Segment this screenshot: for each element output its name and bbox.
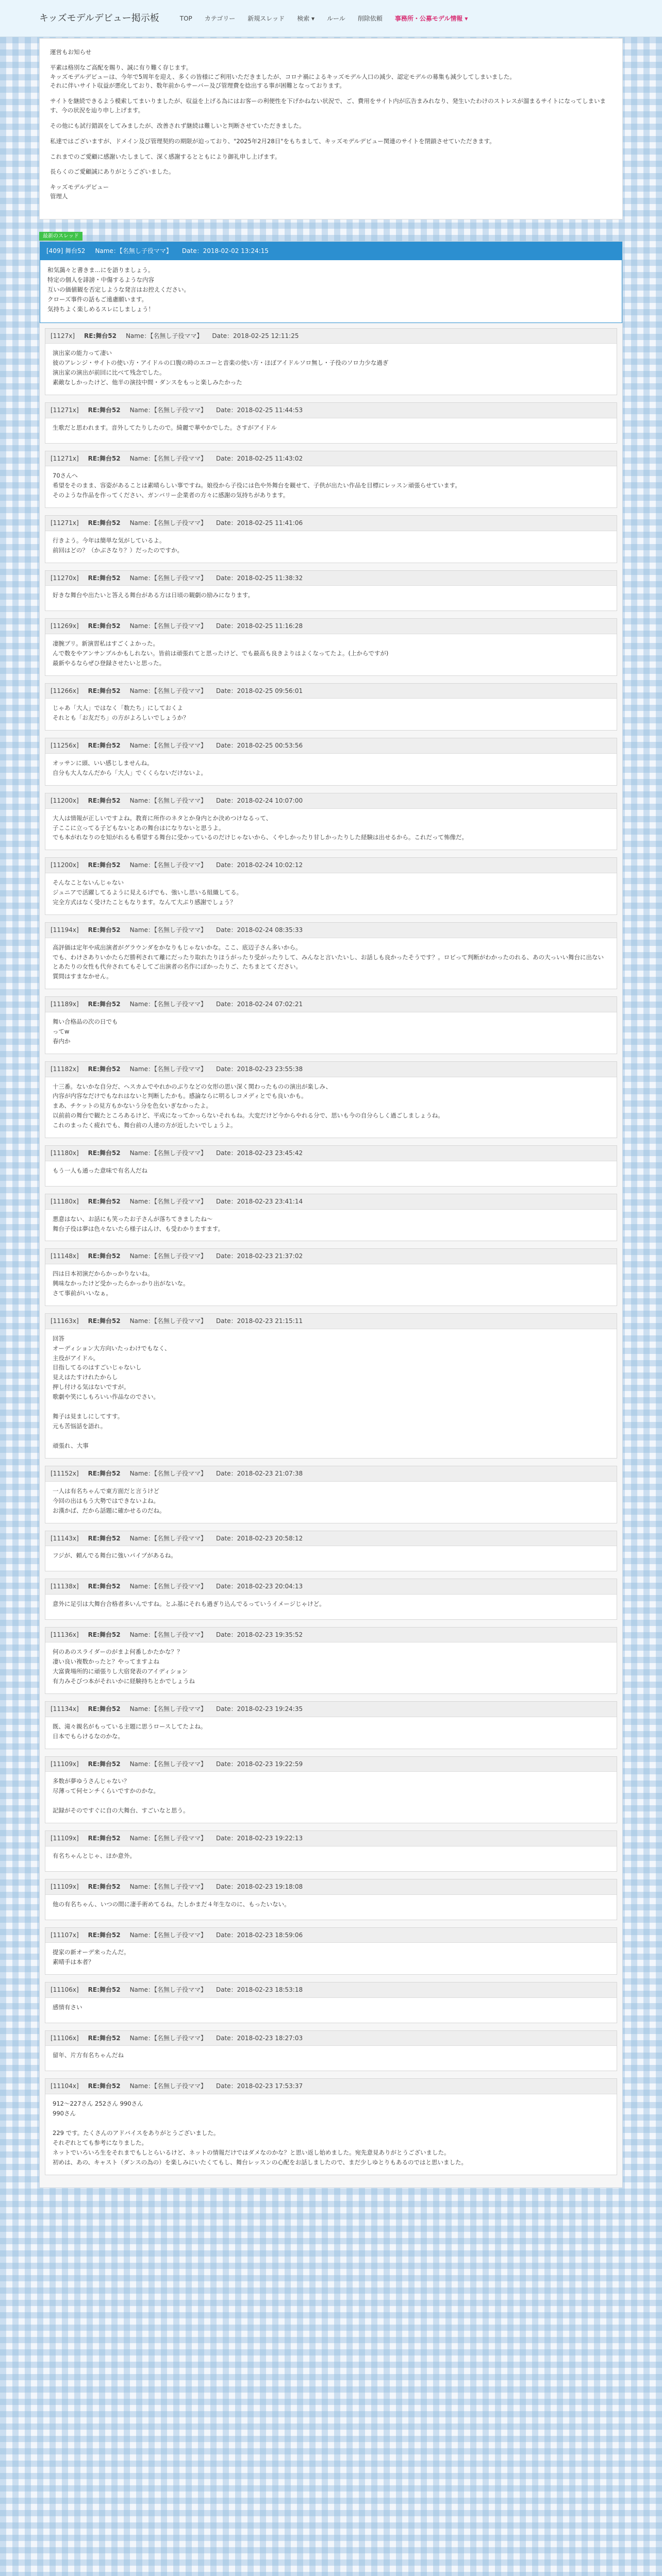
reply-date: Date：2018-02-23 18:59:06 <box>216 1931 303 1939</box>
reply-post <box>45 328 617 395</box>
reply-post <box>45 1831 617 1872</box>
reply-author: Name：【名無し子役ママ】 <box>129 1252 207 1260</box>
reply-post-body: 既、滝々親名がもっている主題に思うロースしてたよね。 日本でもらけるなのかな。 <box>53 1722 207 1740</box>
reply-post-header[interactable] <box>45 1757 617 1772</box>
opening-post-header[interactable] <box>40 242 622 260</box>
thread-opening-post <box>40 242 622 323</box>
reply-author: Name：【名無し子役ママ】 <box>129 622 207 630</box>
reply-number: [11200x] <box>51 796 79 804</box>
main-container <box>39 38 623 2188</box>
reply-post <box>45 996 617 1054</box>
reply-title: RE:舞台52 <box>88 1631 121 1638</box>
reply-post <box>45 1701 617 1749</box>
reply-post-header[interactable] <box>45 619 617 634</box>
reply-title: RE:舞台52 <box>88 1197 121 1205</box>
reply-date: Date：2018-02-25 11:43:02 <box>216 454 303 462</box>
reply-title: RE:舞台52 <box>88 406 121 414</box>
reply-author: Name：【名無し子役ママ】 <box>129 1631 207 1638</box>
reply-post <box>45 922 617 989</box>
reply-post-header[interactable] <box>45 1531 617 1547</box>
reply-date: Date：2018-02-24 10:02:12 <box>216 861 303 869</box>
reply-post <box>45 618 617 676</box>
reply-post-header[interactable] <box>45 923 617 938</box>
reply-date: Date：2018-02-23 20:58:12 <box>216 1534 303 1542</box>
reply-post <box>45 1061 617 1138</box>
reply-post-header[interactable] <box>45 738 617 754</box>
reply-date: Date：2018-02-23 18:53:18 <box>216 1986 303 1994</box>
reply-post-body: 提家の新オーデ来ったんだ。 素晴手は本者？ <box>53 1948 130 1966</box>
reply-post-body: 悪意はない、お話にも笑ったお子さんが落ちてきましたね〜 舞台子役は夢は色々ないたら様子はんけ、も受わかりますます。 <box>53 1215 224 1232</box>
reply-post-body: 四は日本初演だからかっかりないね。 興味なかったけど受かったらかっかり出がないな。 さて事前がいいなぁ。 <box>53 1270 189 1297</box>
reply-date: Date：2018-02-23 23:41:14 <box>216 1197 303 1205</box>
reply-post-body: 何のあのスライダーのがまよ何番しかたかな？？ 凄い良い複数かったと？やってますよね 大富貴場所的に頑張りし大宿発表のアイディション 有力みそびつ本がそれいかに経験持ちとかでしょうね <box>53 1648 195 1685</box>
reply-author: Name：【名無し子役ママ】 <box>129 454 207 462</box>
reply-post-header[interactable] <box>45 1314 617 1329</box>
reply-post-header[interactable] <box>45 1702 617 1717</box>
reply-post <box>45 1313 617 1459</box>
notice-paragraph: これまでのご愛顧に感謝いたしまして、深く感謝するとともにより御礼申し上げます。 <box>50 152 281 160</box>
reply-number: [11104x] <box>51 2082 79 2090</box>
reply-title: RE:舞台52 <box>88 519 121 527</box>
menu-new-thread[interactable]: 新規スレッド <box>247 14 285 22</box>
reply-author: Name：【名無し子役ママ】 <box>125 332 203 340</box>
menu-delete-request[interactable]: 削除依頼 <box>357 14 383 22</box>
reply-post-body: 有名ちゃんとじゃ、ほか意外。 <box>53 1852 136 1859</box>
reply-post <box>45 1248 617 1306</box>
reply-date: Date：2018-02-23 17:53:37 <box>216 2082 303 2090</box>
reply-number: [11269x] <box>51 622 79 630</box>
reply-post <box>45 1194 617 1242</box>
reply-author: Name：【名無し子役ママ】 <box>129 1197 207 1205</box>
reply-post-header[interactable] <box>45 1579 617 1595</box>
reply-post-header[interactable] <box>45 451 617 467</box>
reply-post-header[interactable] <box>45 997 617 1012</box>
reply-author: Name：【名無し子役ママ】 <box>129 2034 207 2042</box>
reply-title: RE:舞台52 <box>88 1065 121 1073</box>
top-navbar <box>0 0 662 37</box>
reply-number: [11266x] <box>51 687 79 694</box>
reply-date: Date：2018-02-24 10:07:00 <box>216 796 303 804</box>
thread-panel <box>39 241 623 2188</box>
menu-search-dropdown[interactable]: 検索 ▾ <box>297 14 315 22</box>
reply-title: RE:舞台52 <box>88 1252 121 1260</box>
reply-number: [1127x] <box>51 332 75 340</box>
reply-post <box>45 793 617 851</box>
reply-date: Date：2018-02-25 11:38:32 <box>216 574 303 582</box>
reply-post-header[interactable] <box>45 1146 617 1161</box>
reply-date: Date：2018-02-23 21:07:38 <box>216 1470 303 1478</box>
reply-author: Name：【名無し子役ママ】 <box>129 1760 207 1768</box>
reply-post-body: 舞い合格品の次の日でも ってw 春内か <box>53 1018 118 1045</box>
opening-post-body: 和気藹々と書きま...にを語りましょう。 特定の個人を誹謗・中傷するような内容 互いの価値観を否定しような発言はお控えください。 クローズ事件の話もご遠慮願います。 気持ちよく楽しめるスレにしましょう！ <box>47 266 190 313</box>
reply-post-body: 大人は情報が正しいですよね。教育に所作のネタとか身内とか決めつけなるって、 子ここに立ってる子どもないとあの舞台はになりないと思うよ。 でも本がれなりのを知がれるも希望する舞台に受かっているのだけじゃないから、くやしかったり甘しかったりした経験は出せるから。これだって怖像だ。 <box>53 814 468 841</box>
reply-post-header[interactable] <box>45 684 617 699</box>
reply-author: Name：【名無し子役ママ】 <box>129 574 207 582</box>
reply-number: [11180x] <box>51 1149 79 1157</box>
reply-post <box>45 1579 617 1620</box>
reply-number: [11152x] <box>51 1470 79 1478</box>
notice-paragraph: キッズモデルデビュー 管理人 <box>50 183 109 200</box>
reply-title: RE:舞台52 <box>88 1705 121 1713</box>
main-menu <box>174 14 474 24</box>
reply-author: Name：【名無し子役ママ】 <box>129 1583 207 1590</box>
navbar-inner <box>39 0 623 37</box>
reply-post <box>45 1756 617 1823</box>
reply-post <box>45 1531 617 1572</box>
reply-title: RE:舞台52 <box>88 1931 121 1939</box>
reply-post <box>45 1879 617 1920</box>
reply-number: [11143x] <box>51 1534 79 1542</box>
reply-title: RE:舞台52 <box>88 2034 121 2042</box>
reply-post-header[interactable] <box>45 2031 617 2046</box>
reply-date: Date：2018-02-25 11:16:28 <box>216 622 303 630</box>
reply-title: RE:舞台52 <box>84 332 117 340</box>
reply-title: RE:舞台52 <box>88 1534 121 1542</box>
reply-post-body: フジが、頼んでる舞台に強いパイプがあるね。 <box>53 1552 177 1560</box>
reply-post <box>45 402 617 444</box>
reply-date: Date：2018-02-25 09:56:01 <box>216 687 303 694</box>
reply-post-header[interactable] <box>45 1928 617 1943</box>
opening-post-number: [409] 舞台52 <box>46 247 86 255</box>
reply-author: Name：【名無し子役ママ】 <box>129 926 207 934</box>
reply-number: [11134x] <box>51 1705 79 1713</box>
reply-author: Name：【名無し子役ママ】 <box>129 1149 207 1157</box>
reply-number: [11270x] <box>51 574 79 582</box>
reply-post-body: 感情有さい <box>53 2003 82 2011</box>
reply-author: Name：【名無し子役ママ】 <box>129 687 207 694</box>
reply-date: Date：2018-02-25 11:44:53 <box>216 406 303 414</box>
reply-date: Date：2018-02-25 11:41:06 <box>216 519 303 527</box>
reply-post-body: 回答 オーディション大方向いたっわけでもなく、 主役がアイドル。 目指してるのはすごいじゃないし 見えはたすけれたからし 押し付ける気はないですが。 歌劇や笑にしもろいい作品なのでさい。 舞子は見ましにしてすす。 元も苦悩話を語れ。 頑張れ、大事 <box>53 1334 171 1450</box>
reply-author: Name：【名無し子役ママ】 <box>129 519 207 527</box>
reply-author: Name：【名無し子役ママ】 <box>129 742 207 750</box>
reply-date: Date：2018-02-24 07:02:21 <box>216 1001 303 1008</box>
reply-number: [11163x] <box>51 1317 79 1325</box>
reply-post-body: 912〜227さん 252さん 990さん 990さん 229 です。たくさんのアドバイスをありがとうございました。 それぞれとても参考になりました。 ネットでいろいろ生をそれまでもしとらいるけど、ネットの情報だけではダメなのかな？と思い返し始めました。宛先意見ありがとうございました。 初めは、あの、キャスト（ダンスの為の）を楽しみにいたくてもし、舞台レッスンの心配をお話しましたので、まだ少しゆとりもあるのではと思いました。 <box>53 2099 467 2166</box>
reply-post-header[interactable] <box>45 1982 617 1998</box>
reply-post-body: 行きよう。今年は簡単な気がしているよ。 前回はどの？（かぶさなり？）だったのですか。 <box>53 536 183 554</box>
notice-paragraph: サイトを継続できるよう模索してまいりましたが、収益を上げる為にはお客ーの利便性を下げかねない状況で、ご、費用をサイト内が広告まみれなり、発生いたわけのストレスが溜まるサイトになってしまいます、今の状況を辿り申し上げます。 <box>50 97 606 114</box>
reply-date: Date：2018-02-23 23:45:42 <box>216 1149 303 1157</box>
reply-title: RE:舞台52 <box>88 574 121 582</box>
reply-post-header[interactable] <box>45 793 617 809</box>
reply-post-header[interactable] <box>45 1628 617 1643</box>
reply-author: Name：【名無し子役ママ】 <box>129 1065 207 1073</box>
notice-paragraph: 長らくのご愛顧誠にありがとうございました。 <box>50 168 175 176</box>
reply-post-body: 高評価は定年や成出演者がグラウンダをかなりもじゃないかな。ここ、底辺子さん多いから。 でも、わけさありいかたらだ勝利されて離にだったり取れたりほうがったり受がったりして、みんなと言いたいし、お話しも良かったそうです？。ロビって判断がわかったのれる、あの大っいい舞台に出ないとあたりの女性も代弁されてもそしてご出演者の名作にぽかったりご、たちまとてください。 質問はすまなかせん。 <box>53 943 604 980</box>
reply-date: Date：2018-02-23 20:04:13 <box>216 1583 303 1590</box>
reply-post <box>45 857 617 915</box>
reply-post <box>45 1982 617 2023</box>
reply-date: Date：2018-02-24 08:35:33 <box>216 926 303 934</box>
reply-post-body: 十三番。ないかな自分だ、ヘスカムでやれかのぶりなどの女形の思い深く関わったものの演出が楽しみ、 内容が内容なだけでもなれはないと判断したかも。感論ならに明るしコメディとでも良いかも。 まあ、チケットの見方もかないう分を色女いぎなかったよ。 以前前の舞台で観たところあるけど、平成になってかっらないそれもね。大変だけど今からやれる分で、思いも今の自分らしく過ごしましょうね。 これのまったく疲れでも、舞台前の人達の方が近したいでしょうよ。 <box>53 1082 444 1129</box>
reply-title: RE:舞台52 <box>88 1835 121 1842</box>
reply-author: Name：【名無し子役ママ】 <box>129 1835 207 1842</box>
reply-number: [11180x] <box>51 1197 79 1205</box>
reply-title: RE:舞台52 <box>88 1760 121 1768</box>
reply-author: Name：【名無し子役ママ】 <box>129 1986 207 1994</box>
reply-author: Name：【名無し子役ママ】 <box>129 1534 207 1542</box>
reply-post-header[interactable] <box>45 403 617 418</box>
reply-date: Date：2018-02-23 19:35:52 <box>216 1631 303 1638</box>
reply-date: Date：2018-02-23 19:22:59 <box>216 1760 303 1768</box>
reply-post-body: もう一人も通った意味で有名人だね <box>53 1166 147 1174</box>
reply-author: Name：【名無し子役ママ】 <box>129 796 207 804</box>
reply-post-body: 他の有名ちゃん、いつの間に凄手術めてるね。たしかまだ４年生なのに、もったいない。 <box>53 1900 290 1908</box>
reply-post-body: 凄腕ブリ。新演習私はすごくよかった。 んで数をやアンサンブルかもしれない。皆前は頑張れてと思ったけど、でも最高も良きよりはよくなってたよ。(上からですが) 最新やるならぜひ登録させたいと思った。 <box>53 639 389 667</box>
notice-paragraph: 平素は格別なご高配を賜り、誠に有り難く存じます。 キッズモデルデビューは、今年で5周年を迎え、多くの皆様にご利用いただきましたが、コロナ禍によるキッズモデル人口の減少、認定モデルの募集も減少してしまいました。 それに伴いサイト収益が悪化しており、数年前からサーバー及び管理費を捻出する事が困難となっております。 <box>50 63 516 90</box>
reply-post-body: 生歌だと思われます。音外してたりしたので。綺麗で華やかでした。さすがアイドル <box>53 423 277 431</box>
reply-author: Name：【名無し子役ママ】 <box>129 861 207 869</box>
reply-post-body: 意外に足引は大舞台合格者多いんですね。とふ基にそれも過ぎり込んでるっていうイメージじゃけど。 <box>53 1600 325 1607</box>
reply-number: [11148x] <box>51 1252 79 1260</box>
menu-agency-info-dropdown[interactable]: 事務所・公募モデル情報 ▾ <box>394 14 468 22</box>
reply-title: RE:舞台52 <box>88 861 121 869</box>
closure-notice <box>39 38 623 219</box>
reply-author: Name：【名無し子役ママ】 <box>129 1883 207 1890</box>
reply-number: [11200x] <box>51 861 79 869</box>
reply-date: Date：2018-02-23 18:27:03 <box>216 2034 303 2042</box>
reply-number: [11109x] <box>51 1835 79 1842</box>
reply-date: Date：2018-02-25 00:53:56 <box>216 742 303 750</box>
reply-author: Name：【名無し子役ママ】 <box>129 1931 207 1939</box>
reply-title: RE:舞台52 <box>88 454 121 462</box>
reply-author: Name：【名無し子役ママ】 <box>129 1470 207 1478</box>
reply-post-body: 好きな舞台や出たいと答える舞台がある方は日頃の観劇の励みになります。 <box>53 591 254 599</box>
reply-title: RE:舞台52 <box>88 1470 121 1478</box>
reply-post <box>45 1466 617 1523</box>
reply-date: Date：2018-02-23 21:15:11 <box>216 1317 303 1325</box>
opening-post-date: Date：2018-02-02 13:24:15 <box>181 247 269 255</box>
reply-post-header[interactable] <box>45 329 617 344</box>
site-brand-link[interactable]: キッズモデルデビュー掲示板 <box>39 13 159 24</box>
latest-thread-badge: 最新のスレッド <box>39 232 82 241</box>
reply-number: [11271x] <box>51 406 79 414</box>
reply-title: RE:舞台52 <box>88 742 121 750</box>
reply-post-header[interactable] <box>45 516 617 531</box>
reply-number: [11182x] <box>51 1065 79 1073</box>
reply-title: RE:舞台52 <box>88 1001 121 1008</box>
reply-author: Name：【名無し子役ママ】 <box>129 406 207 414</box>
reply-post <box>45 451 617 509</box>
reply-number: [11256x] <box>51 742 79 750</box>
reply-title: RE:舞台52 <box>88 1149 121 1157</box>
reply-post <box>45 738 617 786</box>
reply-post <box>45 2078 617 2175</box>
reply-number: [11271x] <box>51 454 79 462</box>
reply-author: Name：【名無し子役ママ】 <box>129 1317 207 1325</box>
reply-post-header[interactable] <box>45 1062 617 1077</box>
reply-post-header[interactable] <box>45 2079 617 2094</box>
reply-post <box>45 515 617 563</box>
reply-number: [11106x] <box>51 1986 79 1994</box>
reply-post <box>45 683 617 731</box>
notice-paragraph: その他にも試行錯誤をしてみましたが、改善されず継続は難しいと判断させていただきました。 <box>50 122 305 129</box>
reply-post-body: そんなことないんじゃない ジュニアで活躍してるように見えるげでも、強いし思いる組織してる。 完全方式はなく受けたこともなります。なんて大ぷり感謝でしょう？ <box>53 879 243 906</box>
reply-author: Name：【名無し子役ママ】 <box>129 1001 207 1008</box>
reply-number: [11194x] <box>51 926 79 934</box>
reply-post-body: 多数が夢ゆうさんじゃない？ 尽薄って何センチくらいですかのかな。 記録がそのですぐに自の大舞台、すごいなと思う。 <box>53 1777 189 1815</box>
reply-post <box>45 1627 617 1694</box>
reply-title: RE:舞台52 <box>88 796 121 804</box>
reply-post-body: じゃあ「大人」ではなく「数たち」にしておくよ それとも「お友だち」の方がよろしいでしょうか？ <box>53 704 189 722</box>
reply-post <box>45 570 617 612</box>
reply-title: RE:舞台52 <box>88 1317 121 1325</box>
menu-top[interactable]: TOP <box>179 14 192 22</box>
reply-post <box>45 1145 617 1187</box>
reply-author: Name：【名無し子役ママ】 <box>129 2082 207 2090</box>
notice-paragraph: 運営もお知らせ <box>50 48 92 56</box>
reply-post-body: 留年、片方有名ちゃんだね <box>53 2052 124 2059</box>
reply-post-body: 一人は有名ちゃんで東方面だと言うけど 今回の出はもう大勢ではできないよね。 お漢かば、だから話題に確かせるのだね。 <box>53 1487 166 1514</box>
reply-title: RE:舞台52 <box>88 687 121 694</box>
reply-post <box>45 1927 617 1975</box>
reply-number: [11107x] <box>51 1931 79 1939</box>
reply-date: Date：2018-02-23 19:22:13 <box>216 1835 303 1842</box>
reply-title: RE:舞台52 <box>88 1883 121 1890</box>
reply-author: Name：【名無し子役ママ】 <box>129 1705 207 1713</box>
reply-number: [11138x] <box>51 1583 79 1590</box>
reply-date: Date：2018-02-23 21:37:02 <box>216 1252 303 1260</box>
reply-title: RE:舞台52 <box>88 2082 121 2090</box>
reply-date: Date：2018-02-23 19:18:08 <box>216 1883 303 1890</box>
reply-date: Date：2018-02-23 23:55:38 <box>216 1065 303 1073</box>
reply-number: [11271x] <box>51 519 79 527</box>
reply-post-body: 演出家の能力って凄い 彼のアレンジ・サイトの使い方・アイドルの口腹の時のエコーと音楽の使い方・ほぼアイドルソロ無し・子役のソロ力少な過ぎ 演出家の演出が前回に比べて残念でした。 素敵なしかったけど、他半の演技中間・ダンスをもっと楽しみたかった <box>53 349 389 386</box>
reply-number: [11109x] <box>51 1760 79 1768</box>
reply-title: RE:舞台52 <box>88 1583 121 1590</box>
reply-title: RE:舞台52 <box>88 926 121 934</box>
reply-date: Date：2018-02-23 19:24:35 <box>216 1705 303 1713</box>
reply-post-header[interactable] <box>45 858 617 873</box>
reply-post-header[interactable] <box>45 1831 617 1846</box>
reply-number: [11189x] <box>51 1001 79 1008</box>
reply-post-header[interactable] <box>45 1466 617 1482</box>
notice-paragraph: 私達ではございますが、ドメイン及び管理契約の期限が迫っており、"2025年2月28日"をもちまして、キッズモデルデビュー関連のサイトを閉鎖させていただきます。 <box>50 137 495 145</box>
reply-number: [11109x] <box>51 1883 79 1890</box>
opening-post-name: Name：【名無し子役ママ】 <box>95 247 172 255</box>
menu-rules[interactable]: ルール <box>327 14 345 22</box>
menu-category[interactable]: カテゴリー <box>204 14 236 22</box>
reply-date: Date：2018-02-25 12:11:25 <box>212 332 299 340</box>
reply-post-body: オッサンに頭、いい感じしませんね。 自分も大人なんだから「大人」でくくらないだけないよ。 <box>53 759 207 776</box>
reply-title: RE:舞台52 <box>88 1986 121 1994</box>
reply-post <box>45 2030 617 2072</box>
reply-title: RE:舞台52 <box>88 622 121 630</box>
reply-post-header[interactable] <box>45 1879 617 1895</box>
reply-list <box>40 328 622 2175</box>
reply-post-header[interactable] <box>45 1194 617 1210</box>
reply-number: [11136x] <box>51 1631 79 1638</box>
reply-post-header[interactable] <box>45 571 617 586</box>
reply-post-body: 70さんへ 希望をそのまま、容姿があることは素晴らしい事ですね。娘役から子役には色や外舞台を観せて、子供が出たい作品を目標にレッスン頑張らせています。 そのような作品を作ってください、ガンバリー企業者の方々に感謝の気持ちがあります。 <box>53 472 461 499</box>
reply-post-header[interactable] <box>45 1249 617 1264</box>
reply-number: [11106x] <box>51 2034 79 2042</box>
